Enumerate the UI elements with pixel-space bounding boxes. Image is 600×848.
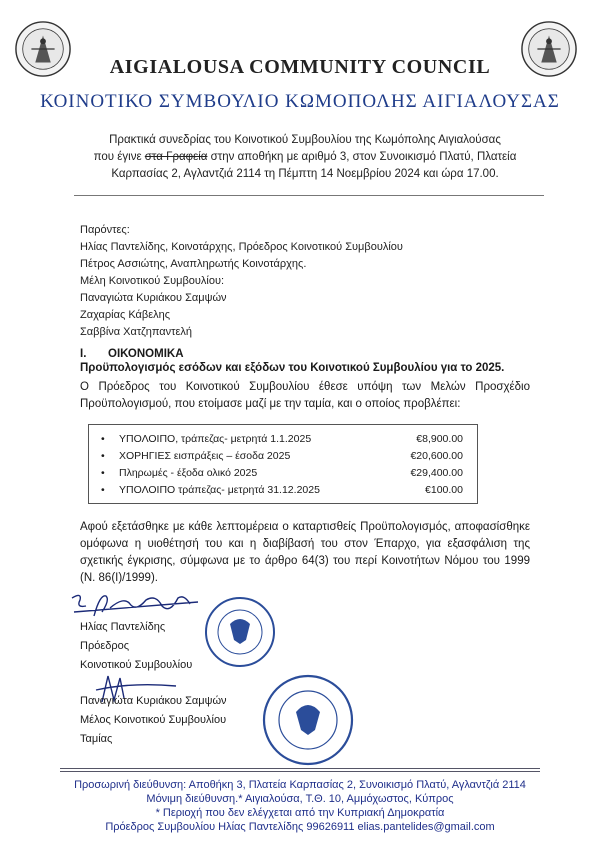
council-title-en: AIGIALOUSA COMMUNITY COUNCIL [109, 56, 491, 78]
budget-row [101, 450, 471, 466]
footer [0, 778, 600, 834]
attendees-list [80, 222, 403, 341]
attendee-line: Παναγιώτα Κυριάκου Σαμψών [80, 292, 227, 304]
signer-role: Πρόεδρος [80, 640, 130, 652]
attendee-line: Πέτρος Ασσιώτης, Αναπληρωτής Κοινοτάρχης. [80, 258, 307, 270]
meeting-intro [80, 132, 530, 183]
footer-contact: Πρόεδρος Συμβουλίου Ηλίας Παντελίδης 99626911 elias.pantelides@gmail.com [105, 821, 495, 833]
footer-divider [60, 768, 540, 769]
footer-temp-address: Προσωρινή διεύθυνση: Αποθήκη 3, Πλατεία Καρπασίας 2, Συνοικισμό Πλατύ, Αγλαντζιά 2114 [74, 779, 526, 791]
section-subtitle: Προϋπολογισμός εσόδων και εξόδων του Κοινοτικού Συμβουλίου για το 2025. [80, 362, 505, 374]
bullet: • [101, 467, 105, 479]
attendee-line: Σαββίνα Χατζηπαντελή [80, 326, 192, 338]
budget-row [101, 433, 471, 449]
budget-row [101, 467, 471, 483]
budget-value: €100.00 [425, 484, 463, 496]
budget-value: €20,600.00 [410, 450, 463, 462]
budget-label: Πληρωμές - έξοδα ολικό 2025 [119, 467, 258, 479]
official-stamp-large-icon [260, 672, 356, 768]
intro-line-2 [80, 149, 530, 166]
budget-label: ΧΟΡΗΓΙΕΣ εισπράξεις – έσοδα 2025 [119, 450, 291, 462]
signature-president-icon [66, 590, 206, 620]
signer-title: Ταμίας [80, 733, 113, 745]
divider [74, 195, 544, 196]
attendee-line: Μέλη Κοινοτικού Συμβουλίου: [80, 275, 225, 287]
section-heading [80, 348, 184, 360]
signature-block-treasurer [80, 692, 227, 749]
official-stamp-small-icon [200, 594, 280, 670]
signature-block-president [80, 618, 192, 675]
signer-name: Ηλίας Παντελίδης [80, 621, 166, 633]
attendees-heading: Παρόντες: [80, 224, 130, 236]
council-title-gr: ΚΟΙΝΟΤΙΚΟ ΣΥΜΒΟΥΛΙΟ ΚΩΜΟΠΟΛΗΣ ΑΙΓΙΑΛΟΥΣΑΣ [40, 91, 560, 112]
intro-line-2a: που έγινε [93, 151, 142, 163]
budget-value: €8,900.00 [416, 433, 463, 445]
section-title: ΟΙΚΟΝΟΜΙΚΑ [108, 348, 184, 360]
budget-label: ΥΠΟΛΟΙΠΟ τράπεζας- μετρητά 31.12.2025 [119, 484, 320, 496]
attendee-line: Ζαχαρίας Κάβελης [80, 309, 171, 321]
attendee-line: Ηλίας Παντελίδης, Κοινοτάρχης, Πρόεδρος Κοινοτικού Συμβουλίου [80, 241, 403, 253]
section-paragraph: Ο Πρόεδρος του Κοινοτικού Συμβουλίου έθεσε υπόψη των Μελών Προσχέδιο Προϋπολογισμού, που ετοίμασε μαζί με την ταμία, και ο οποίος προβλέπει: [80, 381, 530, 410]
signer-body: Κοινοτικού Συμβουλίου [80, 659, 193, 671]
bullet: • [101, 433, 105, 445]
signer-name: Παναγιώτα Κυριάκου Σαμψών [80, 695, 227, 707]
intro-line-3: Καρπασίας 2, Αγλαντζιά 2114 τη Πέμπτη 14 Νοεμβρίου 2024 και ώρα 17.00. [111, 168, 499, 180]
resolution-paragraph: Αφού εξετάσθηκε με κάθε λεπτομέρεια ο καταρτισθείς Προϋπολογισμός, αποφασίσθηκε ομόφωνα η υιοθέτησή του και η διαβίβασή του στον Έπαρχο, για εξασφάλιση της σχετικής έγκρισης, σύμφωνα με το άρθρο 64(3) του περί Κοινοτήτων Νόμου του 1999 (Ν. 86(Ι)/1999). [80, 521, 530, 584]
section-number: I. [80, 348, 87, 360]
budget-row [101, 484, 471, 500]
footer-note: * Περιοχή που δεν ελέγχεται από την Κυπριακή Δημοκρατία [155, 807, 445, 819]
intro-line-1: Πρακτικά συνεδρίας του Κοινοτικού Συμβουλίου της Κωμόπολης Αιγιαλούσας [109, 134, 501, 146]
intro-struck-text: στα Γραφεία [144, 151, 208, 163]
budget-box [88, 424, 478, 504]
bullet: • [101, 484, 105, 496]
footer-divider [60, 771, 540, 772]
intro-line-2b: στην αποθήκη με αριθμό 3, στον Συνοικισμό Πλατύ, Πλατεία [210, 151, 517, 163]
budget-label: ΥΠΟΛΟΙΠΟ, τράπεζας- μετρητά 1.1.2025 [119, 433, 312, 445]
footer-perm-address: Μόνιμη διεύθυνση.* Αιγιαλούσα, Τ.Θ. 10, Αμμόχωστος, Κύπρος [146, 793, 454, 805]
bullet: • [101, 450, 105, 462]
signer-role: Μέλος Κοινοτικού Συμβουλίου [80, 714, 227, 726]
budget-value: €29,400.00 [410, 467, 463, 479]
